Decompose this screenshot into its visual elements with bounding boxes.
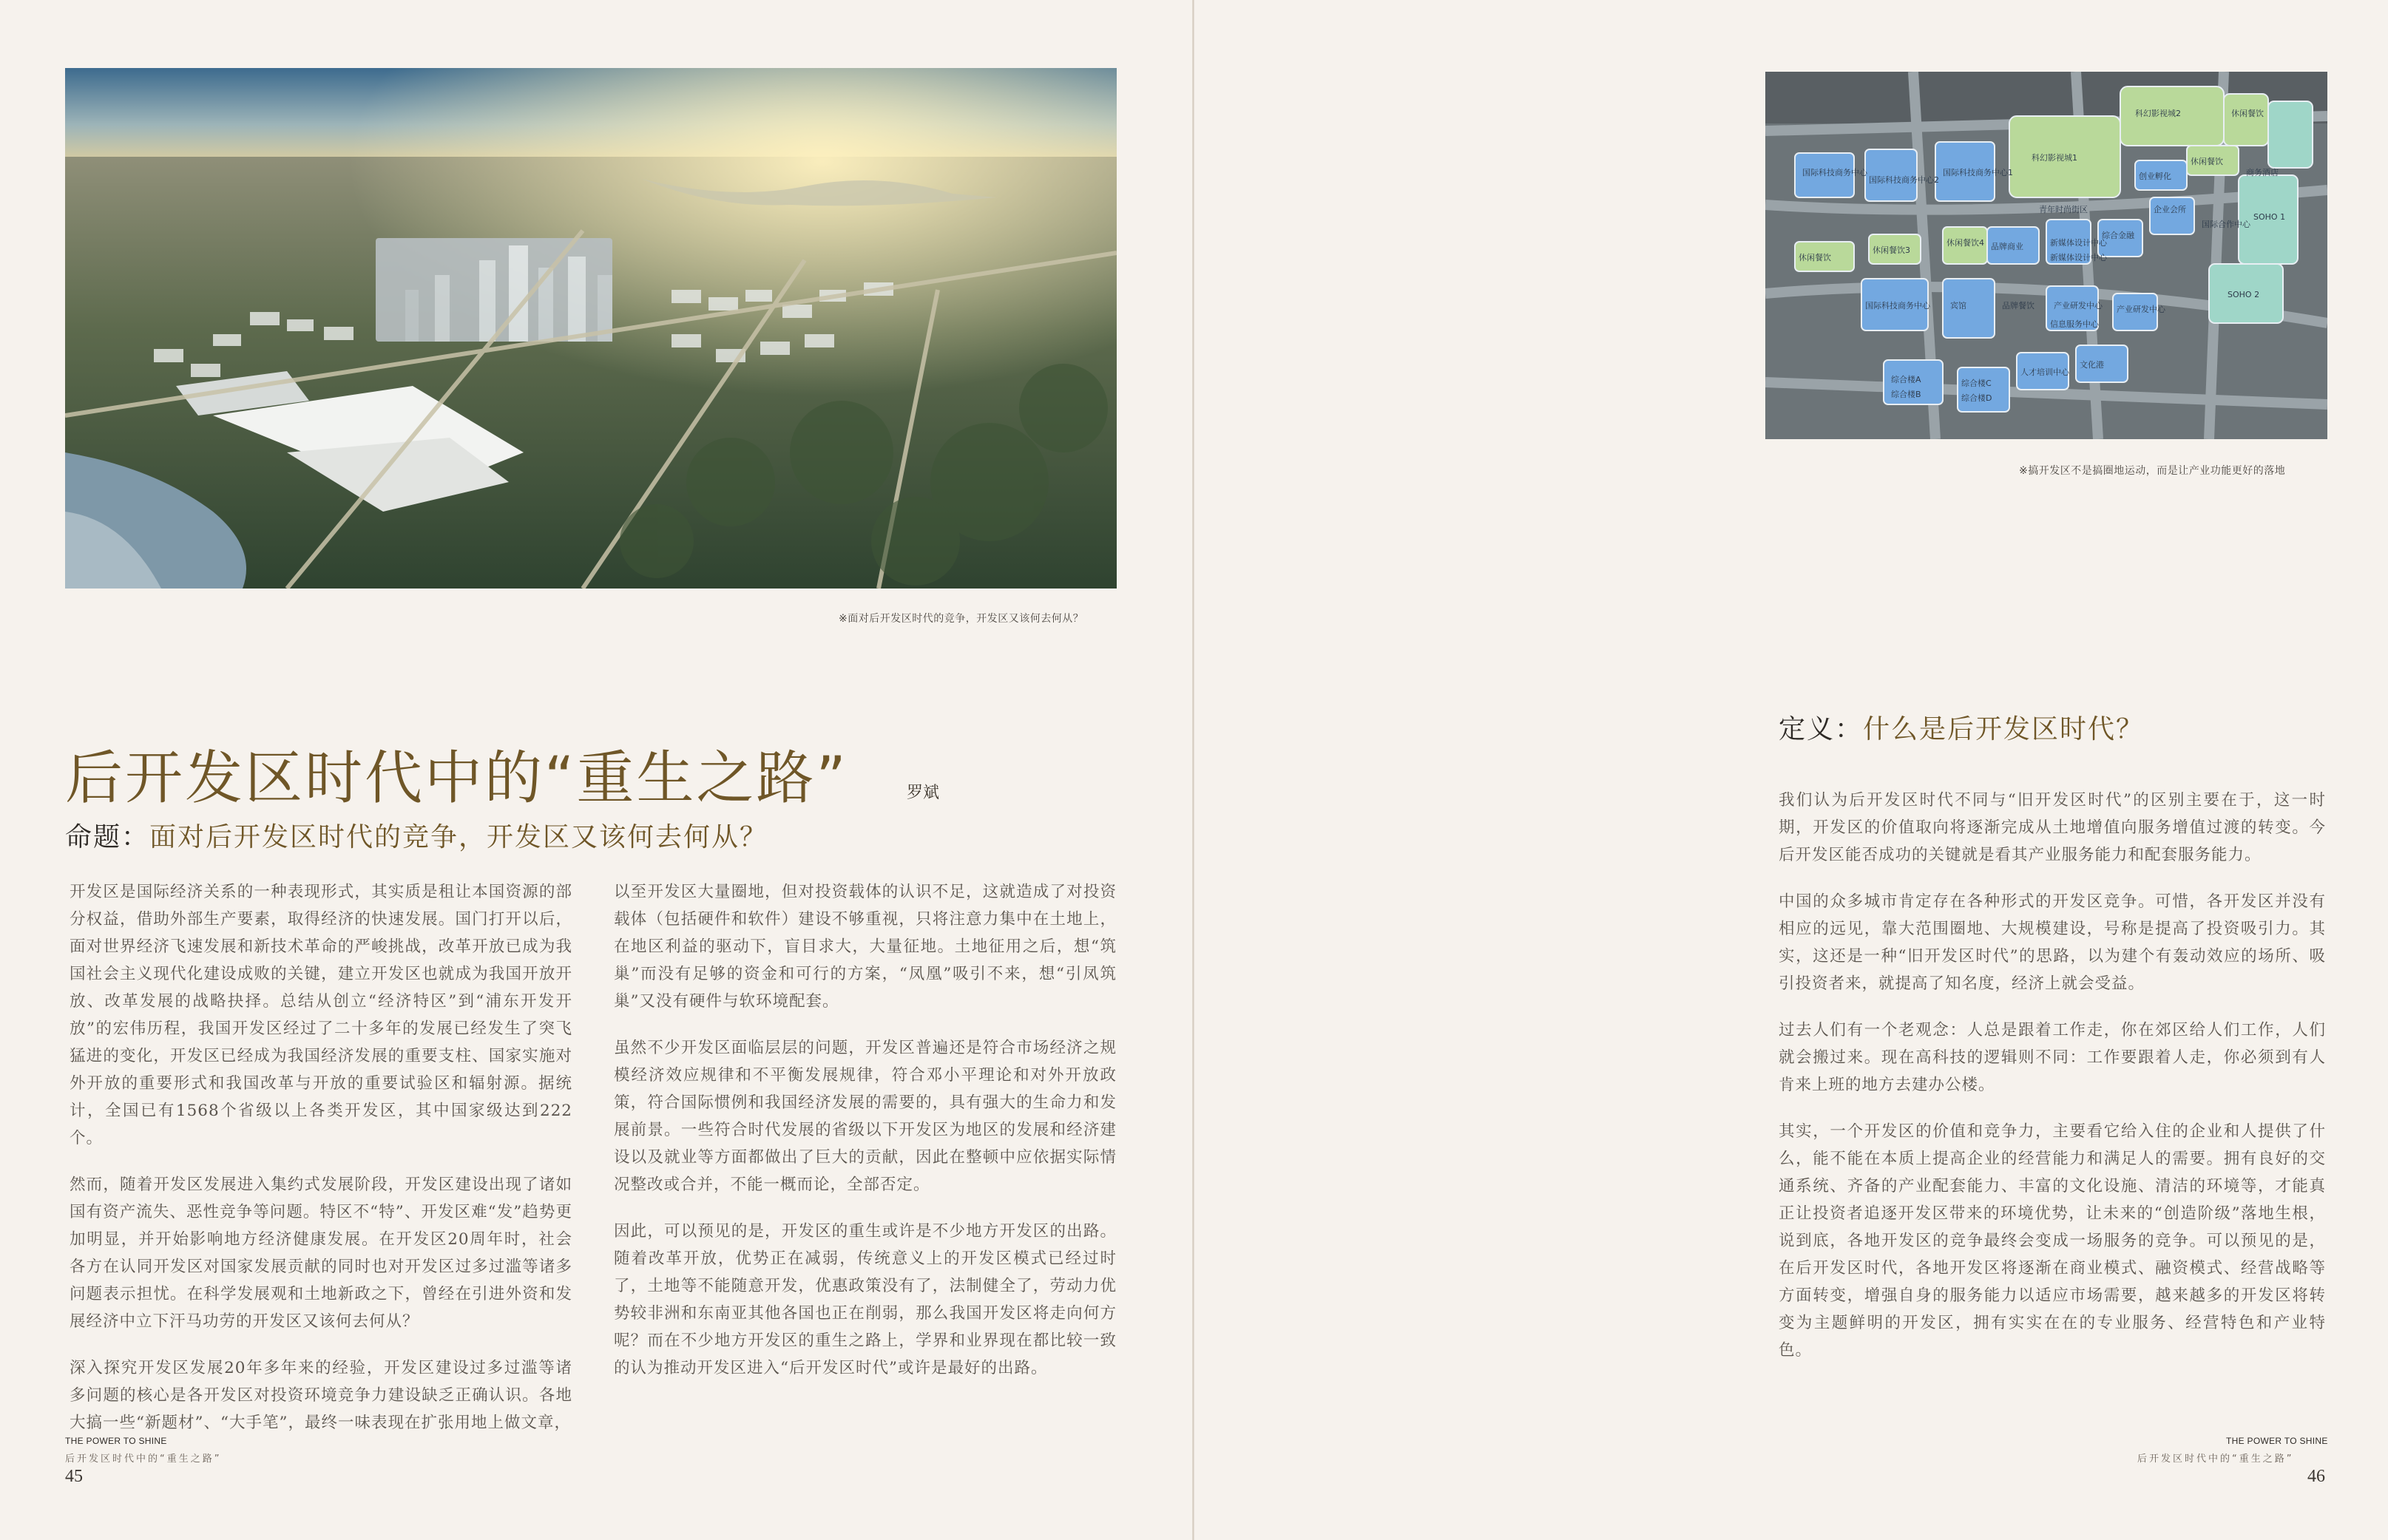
map-label: 综合楼B [1891,390,1921,399]
article-subtitle [65,816,768,854]
article-title: 后开发区时代中的“重生之路” [65,745,848,812]
author-name: 罗斌 [907,784,940,802]
footer-subtitle: 后开发区时代中的“重生之路” [2137,1453,2294,1465]
map-label: 产业研发中心 [2054,301,2103,311]
map-label: 休闲餐饮 [1799,253,1831,262]
map-label: 综合金融 [2102,231,2134,240]
paragraph: 因此，可以预见的是，开发区的重生或许是不少地方开发区的出路。随着改革开放，优势正在减弱，传统意义上的开发区模式已经过时了，土地等不能随意开发，优惠政策没有了，法制健全了，劳动力优势较非洲和东南亚其他各国也正在削弱，那么我国开发区将走向何方呢？而在不少地方开发区的重生之路上，学界和业界现在都比较一致的认为推动开发区进入“后开发区时代”或许是最好的出路。 [614,1222,1117,1377]
paragraph: 我们认为后开发区时代不同与“旧开发区时代”的区别主要在于，这一时期，开发区的价值取向将逐渐完成从土地增值向服务增值过渡的转变。今后开发区能否成功的关键就是看其产业服务能力和配套服务能力。 [1779,791,2326,864]
map-label: 青年时尚街区 [2039,205,2088,214]
page-number: 45 [65,1467,83,1486]
footer-subtitle: 后开发区时代中的“重生之路” [65,1453,222,1465]
footer-brand: THE POWER TO SHINE [2226,1436,2328,1446]
subtitle-key: 命题： [65,822,150,852]
section-key: 定义： [1779,714,1864,744]
map-label: 新媒体设计中心 [2050,238,2107,248]
page-number: 46 [2307,1467,2325,1486]
paragraph: 开发区是国际经济关系的一种表现形式，其实质是租让本国资源的部分权益，借助外部生产要素，取得经济的快速发展。国门打开以后，面对世界经济飞速发展和新技术革命的严峻挑战，改革开放已成为我国社会主义现代化建设成败的关键，建立开发区也就成为我国开放开放、改革发展的战略抉择。总结从创立“经济特区”到“浦东开发开放”的宏伟历程，我国开发区经过了二十多年的发展已经发生了突飞猛进的变化，开发区已经成为我国经济发展的重要支柱、国家实施对外开放的重要形式和我国改革与开放的重要试验区和辐射源。据统计，全国已有1568个省级以上各类开发区，其中国家级达到222个。 [70,883,572,1147]
body-column-1 [70,878,572,1456]
map-label: 商务酒店 [2246,168,2279,177]
subtitle-text: 面对后开发区时代的竞争，开发区又该何去何从？ [149,822,768,852]
map-label: 休闲餐饮3 [1873,245,1910,255]
map-label: 国际科技商务中心2 [1869,175,1939,185]
map-label: 文化港 [2080,360,2104,370]
map-label: 企业会所 [2154,205,2186,214]
map-label: 品牌商业 [1991,242,2023,251]
map-label: 科幻影视城1 [2032,153,2077,163]
map-label: 新媒体设计中心 [2050,253,2107,262]
map-label: 国际科技商务中心 [1865,301,1930,311]
map-label: 休闲餐饮 [2191,157,2223,166]
aerial-city-photo [65,68,1117,588]
section-heading [1779,708,2144,746]
map-label: 信息服务中心 [2050,319,2099,329]
map-label: 科幻影视城2 [2135,109,2181,118]
map-label: SOHO 1 [2253,212,2286,222]
map-label: 休闲餐饮4 [1946,238,1984,248]
map-label: 品牌餐饮 [2002,301,2034,311]
photo-caption: ※面对后开发区时代的竞争，开发区又该何去何从？ [839,613,1084,625]
body-column-3 [1779,787,2326,1383]
body-column-2 [614,878,1117,1401]
map-label: 人才培训中心 [2020,367,2069,377]
map-label: 创业孵化 [2139,172,2171,181]
map-label: 综合楼D [1961,393,1992,403]
page-gutter [1192,0,1194,1540]
paragraph: 中国的众多城市肯定存在各种形式的开发区竞争。可惜，各开发区并没有相应的远见，靠大范围圈地、大规模建设，号称是提高了投资吸引力。其实，这还是一种“旧开发区时代”的思路，以为建个有轰动效应的场所、吸引投资者来，就提高了知名度，经济上就会受益。 [1779,892,2326,993]
zoning-map [1765,72,2327,439]
paragraph: 深入探究开发区发展20年多年来的经验，开发区建设过多过滥等诸多问题的核心是各开发区对投资环境竞争力建设缺乏正确认识。各地大搞一些“新题材”、“大手笔”，最终一味表现在扩张用地上做文章， [70,1359,572,1432]
map-label: 休闲餐饮 [2231,109,2264,118]
map-label: 宾馆 [1950,301,1966,311]
map-label: 国际科技商务中心1 [1943,168,2013,177]
map-label: 产业研发中心 [2117,305,2165,314]
map-label: 国际科技商务中心 [1802,168,1867,177]
map-label: 综合楼A [1891,375,1921,384]
paragraph: 虽然不少开发区面临层层的问题，开发区普遍还是符合市场经济之规模经济效应规律和不平衡发展规律，符合邓小平理论和对外开放政策，符合国际惯例和我国经济发展的需要的，具有强大的生命力和发展前景。一些符合时代发展的省级以下开发区为地区的发展和经济建设以及就业等方面都做出了巨大的贡献，因此在整顿中应依据实际情况整改或合并，不能一概而论，全部否定。 [614,1039,1117,1194]
map-label: 国际合作中心 [2202,220,2250,229]
footer-brand: THE POWER TO SHINE [65,1436,167,1446]
map-caption: ※搞开发区不是搞圈地运动，而是让产业功能更好的落地 [2019,465,2286,477]
paragraph: 过去人们有一个老观念：人总是跟着工作走，你在郊区给人们工作，人们就会搬过来。现在高科技的逻辑则不同：工作要跟着人走，你必须到有人肯来上班的地方去建办公楼。 [1779,1021,2326,1094]
paragraph: 然而，随着开发区发展进入集约式发展阶段，开发区建设出现了诸如国有资产流失、恶性竞争等问题。特区不“特”、开发区难“发”趋势更加明显，并开始影响地方经济健康发展。在开发区20周年时，社会各方在认同开发区对国家发展贡献的同时也对开发区过多过滥等诸多问题表示担忧。在科学发展观和土地新政之下，曾经在引进外资和发展经济中立下汗马功劳的开发区又该何去何从？ [70,1176,572,1331]
map-label: 综合楼C [1961,379,1992,388]
paragraph: 其实，一个开发区的价值和竞争力，主要看它给入住的企业和人提供了什么，能不能在本质上提高企业的经营能力和满足人的需要。拥有良好的交通系统、齐备的产业配套能力、丰富的文化设施、清洁的环境等，才能真正让投资者追逐开发区带来的环境优势，让未来的“创造阶级”落地生根，说到底，各地开发区的竞争最终会变成一场服务的竞争。可以预见的是，在后开发区时代，各地开发区将逐渐在商业模式、融资模式、经营战略等方面转变，增强自身的服务能力以适应市场需要，越来越多的开发区将转变为主题鲜明的开发区，拥有实实在在的专业服务、经营特色和产业特色。 [1779,1122,2326,1360]
map-label: SOHO 2 [2228,290,2260,299]
paragraph: 以至开发区大量圈地，但对投资载体的认识不足，这就造成了对投资载体（包括硬件和软件）建设不够重视，只将注意力集中在土地上，在地区利益的驱动下，盲目求大，大量征地。土地征用之后，想“筑巢”而没有足够的资金和可行的方案，“凤凰”吸引不来，想“引凤筑巢”又没有硬件与软环境配套。 [614,883,1117,1011]
section-text: 什么是后开发区时代？ [1863,714,2145,744]
